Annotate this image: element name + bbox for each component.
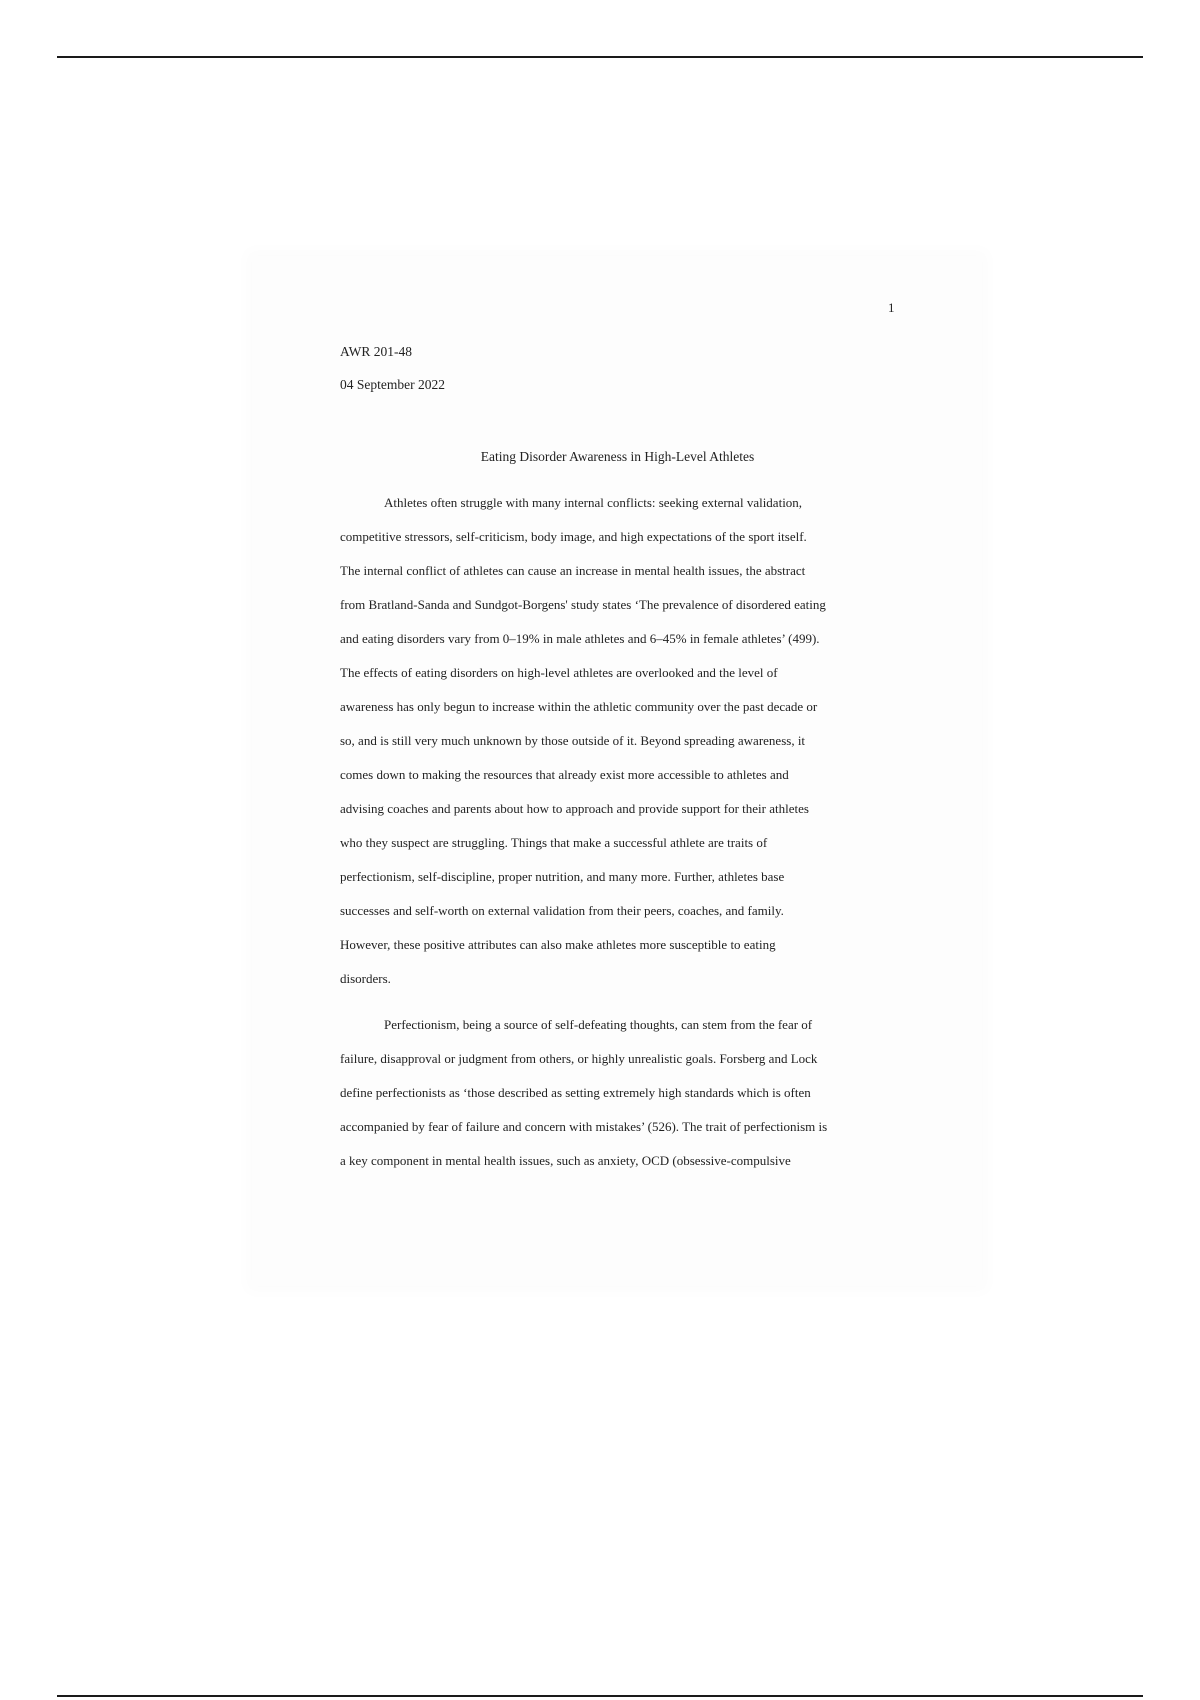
paragraph-1-line: awareness has only begun to increase within the athletic community over the past decade or xyxy=(340,699,818,714)
paragraph-2-line: Perfectionism, being a source of self-defeating thoughts, can stem from the fear of xyxy=(384,1017,813,1032)
paragraph-1-line: successes and self-worth on external validation from their peers, coaches, and family. xyxy=(340,903,784,918)
paragraph-1-line: from Bratland-Sanda and Sundgot-Borgens' study states ‘The prevalence of disordered eating xyxy=(340,597,826,612)
paragraph-1-line: disorders. xyxy=(340,971,391,986)
course-label: AWR 201-48 xyxy=(340,344,413,359)
paragraph-1-line: advising coaches and parents about how to approach and provide support for their athletes xyxy=(340,801,809,816)
paragraph-1-line: The internal conflict of athletes can cause an increase in mental health issues, the abstract xyxy=(340,563,806,578)
paragraph-1-line: so, and is still very much unknown by those outside of it. Beyond spreading awareness, it xyxy=(340,733,806,748)
paragraph-1-line: Athletes often struggle with many internal conflicts: seeking external validation, xyxy=(384,495,803,510)
paragraph-1-line: The effects of eating disorders on high-level athletes are overlooked and the level of xyxy=(340,665,778,680)
paragraph-2-line: define perfectionists as ‘those described as setting extremely high standards which is often xyxy=(340,1085,811,1100)
paragraph-2-line: accompanied by fear of failure and concern with mistakes’ (526). The trait of perfectionism is xyxy=(340,1119,828,1134)
paragraph-1-line: However, these positive attributes can also make athletes more susceptible to eating xyxy=(340,937,776,952)
paragraph-1-line: and eating disorders vary from 0–19% in male athletes and 6–45% in female athletes’ (499). xyxy=(340,631,820,646)
page-number: 1 xyxy=(888,300,895,315)
date-label: 04 September 2022 xyxy=(340,377,445,392)
paragraph-1-line: perfectionism, self-discipline, proper nutrition, and many more. Further, athletes base xyxy=(340,869,785,884)
paragraph-1-line: who they suspect are struggling. Things that make a successful athlete are traits of xyxy=(340,835,768,850)
top-divider xyxy=(57,56,1143,58)
paragraph-1-line: comes down to making the resources that already exist more accessible to athletes and xyxy=(340,767,789,782)
paragraph-1-line: competitive stressors, self-criticism, body image, and high expectations of the sport itself. xyxy=(340,529,807,544)
bottom-divider xyxy=(57,1695,1143,1697)
paragraph-2-line: failure, disapproval or judgment from others, or highly unrealistic goals. Forsberg and Lock xyxy=(340,1051,818,1066)
essay-title: Eating Disorder Awareness in High-Level Athletes xyxy=(480,449,755,464)
paragraph-2-line: a key component in mental health issues, such as anxiety, OCD (obsessive-compulsive xyxy=(340,1153,791,1168)
